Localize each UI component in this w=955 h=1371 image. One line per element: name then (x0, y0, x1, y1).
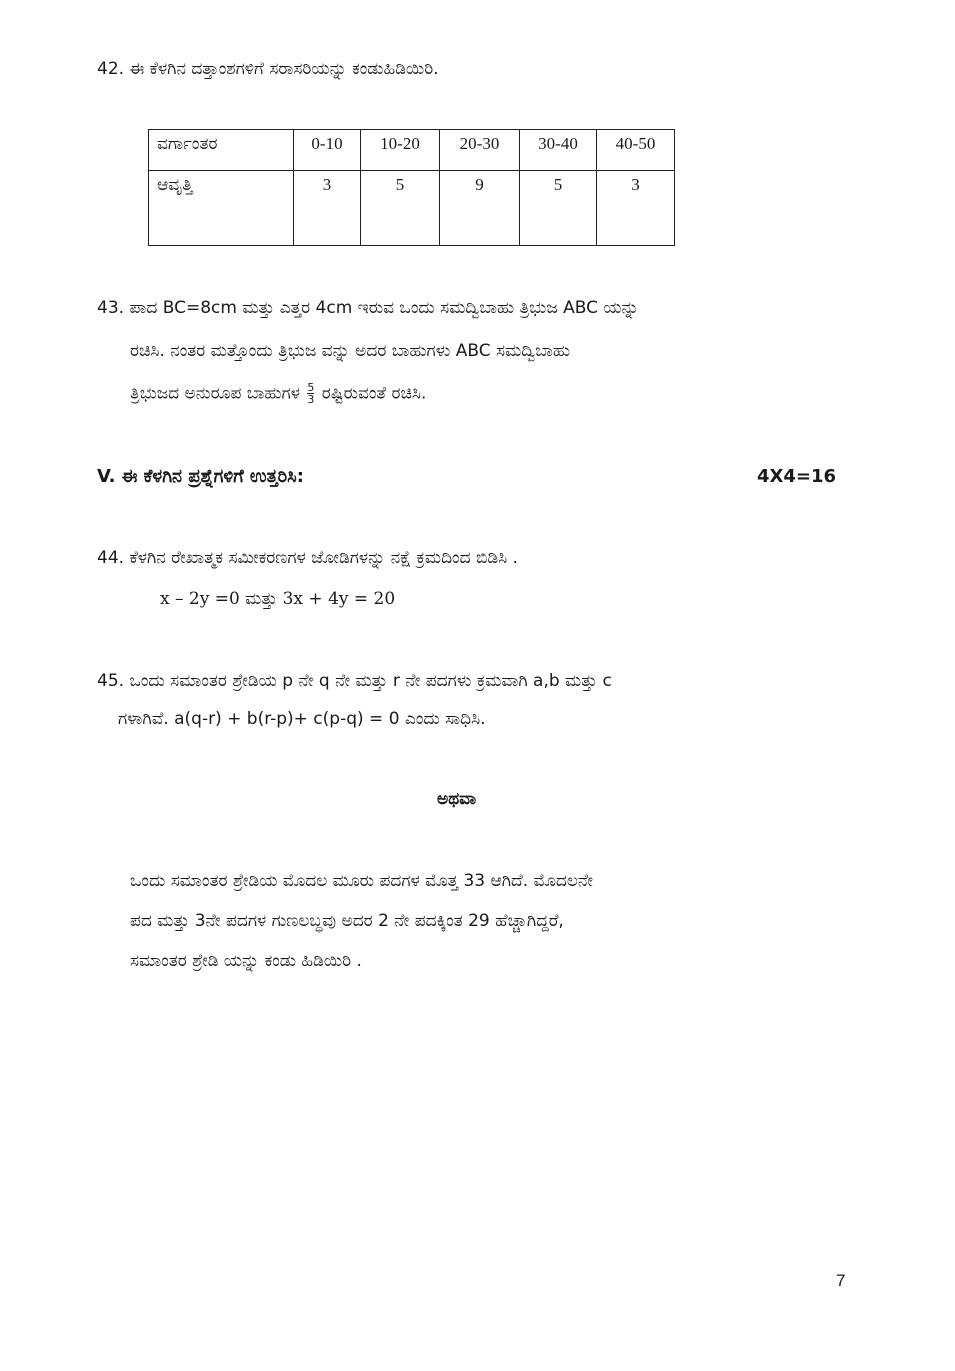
alternate-question-line-1: ಒಂದು ಸಮಾಂತರ ಶ್ರೇಡಿಯ ಮೊದಲ ಮೂರು ಪದಗಳ ಮೊತ್ತ 33 ಆಗಿದೆ. ಮೊದಲನೇ (130, 871, 593, 891)
class-cell: 10-20 (361, 130, 440, 171)
frequency-header: ಆವೃತ್ತಿ (149, 171, 294, 246)
question-42: 42. ಈ ಕೆಳಗಿನ ದತ್ತಾಂಶಗಳಿಗೆ ಸರಾಸರಿಯನ್ನು ಕಂಡುಹಿಡಿಯಿರಿ. (97, 59, 439, 79)
question-43-line-3-end: ರಷ್ಟಿರುವಂತೆ ರಚಿಸಿ. (321, 383, 427, 404)
or-label: ಅಥವಾ (437, 789, 477, 809)
table-row (149, 130, 675, 171)
question-45-line-1: 45. ಒಂದು ಸಮಾಂತರ ಶ್ರೇಡಿಯ p ನೇ q ನೇ ಮತ್ತು r ನೇ ಪದಗಳು ಕ್ರಮವಾಗಿ a,b ಮತ್ತು c (97, 671, 612, 691)
class-cell: 30-40 (520, 130, 597, 171)
class-cell: 40-50 (597, 130, 675, 171)
question-44-line-1: 44. ಕೆಳಗಿನ ರೇಖಾತ್ಮಕ ಸಮೀಕರಣಗಳ ಜೋಡಿಗಳನ್ನು ನಕ್ಷೆ ಕ್ರಮದಿಂದ ಬಿಡಿಸಿ . (97, 548, 518, 568)
frequency-table (148, 129, 675, 246)
question-43-line-3-text: ತ್ರಿಭುಜದ ಅನುರೂಪ ಬಾಹುಗಳ (130, 383, 300, 404)
alternate-question-line-2: ಪದ ಮತ್ತು 3ನೇ ಪದಗಳ ಗುಣಲಬ್ಧವು ಅದರ 2 ನೇ ಪದಕ್ಕಿಂತ 29 ಹೆಚ್ಚಾಗಿದ್ದರೆ, (130, 911, 564, 931)
frequency-cell: 5 (361, 171, 440, 246)
fraction-denominator: 3 (307, 393, 315, 406)
question-45-line-2: ಗಳಾಗಿವೆ. a(q-r) + b(r-p)+ c(p-q) = 0 ಎಂದು ಸಾಧಿಸಿ. (118, 709, 486, 729)
ratio-fraction (307, 382, 314, 405)
question-43-line-1: 43. ಪಾದ BC=8cm ಮತ್ತು ಎತ್ತರ 4cm ಇರುವ ಒಂದು ಸಮದ್ವಿಬಾಹು ತ್ರಿಭುಜ ABC ಯನ್ನು (97, 298, 639, 318)
frequency-cell: 3 (597, 171, 675, 246)
frequency-cell: 9 (440, 171, 520, 246)
fraction-numerator: 5 (307, 381, 315, 394)
class-interval-header: ವರ್ಗಾಂತರ (149, 130, 294, 171)
question-43-line-2: ರಚಿಸಿ. ನಂತರ ಮತ್ತೊಂದು ತ್ರಿಭುಜ ವನ್ನು ಅದರ ಬಾಹುಗಳು ABC ಸಮದ್ವಿಬಾಹು (130, 341, 571, 361)
page-number: 7 (836, 1271, 846, 1290)
question-43-line-3 (130, 382, 426, 405)
frequency-cell: 5 (520, 171, 597, 246)
section-v-heading: V. ಈ ಕೆಳಗಿನ ಪ್ರಶ್ನೆಗಳಿಗೆ ಉತ್ತರಿಸಿ: (97, 466, 304, 487)
class-cell: 0-10 (294, 130, 361, 171)
question-44-equations: x – 2y =0 ಮತ್ತು 3x + 4y = 20 (160, 589, 396, 609)
class-cell: 20-30 (440, 130, 520, 171)
frequency-cell: 3 (294, 171, 361, 246)
alternate-question-line-3: ಸಮಾಂತರ ಶ್ರೇಡಿ ಯನ್ನು ಕಂಡು ಹಿಡಿಯಿರಿ . (130, 951, 362, 971)
section-marks: 4X4=16 (757, 466, 837, 487)
table-row (149, 171, 675, 246)
